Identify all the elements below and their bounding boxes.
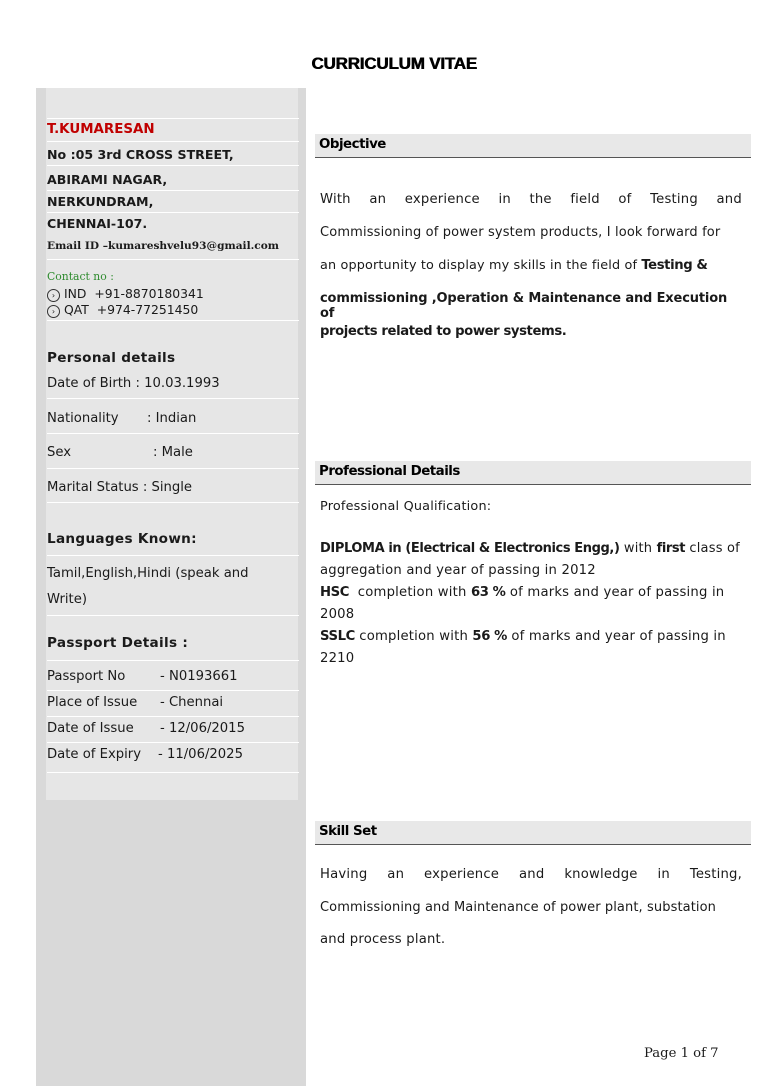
word: and [716, 192, 742, 207]
divider [47, 398, 299, 399]
sex-label: Sex [47, 445, 72, 460]
text-bold: SSLC [320, 629, 355, 644]
sex-value: : Male [153, 445, 193, 460]
text-bold: HSC [320, 585, 350, 600]
objective-line [320, 258, 742, 273]
objective-header [315, 134, 751, 158]
divider [47, 190, 299, 191]
divider [47, 320, 299, 321]
objective-line: projects related to power systems. [320, 324, 567, 339]
passport-label: Place of Issue [47, 695, 138, 710]
qualification-label: Professional Qualification: [320, 499, 492, 514]
text-bold: DIPLOMA in (Electrical & Electronics Engg,) [320, 541, 620, 556]
objective-line: Commissioning of power system products, I look forward for [320, 225, 721, 240]
text-bold: Testing & [641, 258, 708, 273]
page-number: Page 1 of 7 [644, 1046, 719, 1061]
sidebar-panel [36, 88, 306, 1086]
text: of marks and year of passing in [506, 629, 726, 644]
hsc-line: 2008 [320, 607, 355, 622]
passport-value: - 12/06/2015 [160, 721, 245, 736]
personal-details-heading: Personal details [47, 350, 176, 366]
objective-line [320, 192, 742, 207]
text-bold: 56 % [472, 629, 507, 644]
passport-row [47, 695, 299, 710]
divider [47, 660, 299, 661]
passport-label: Passport No [47, 669, 126, 684]
divider [47, 690, 299, 691]
divider [47, 141, 299, 142]
contact-label: Contact no : [47, 270, 114, 283]
word: an [369, 192, 387, 207]
sslc-line: 2210 [320, 651, 355, 666]
hsc-line [320, 585, 742, 600]
passport-row [47, 747, 299, 762]
word: in [657, 867, 670, 882]
skills-line [320, 867, 742, 882]
word: an [387, 867, 405, 882]
word: Testing [650, 192, 698, 207]
text-bold: 63 % [470, 585, 506, 600]
text: of marks and year of passing in [505, 585, 725, 600]
passport-row [47, 669, 299, 684]
phone-number: +91-8870180341 [94, 286, 204, 301]
divider [47, 615, 299, 616]
sslc-line [320, 629, 742, 644]
divider [47, 259, 299, 260]
word: knowledge [564, 867, 638, 882]
phone-row [47, 286, 299, 302]
divider [47, 468, 299, 469]
text-bold: first [656, 541, 686, 556]
text: completion with [349, 585, 471, 600]
word: in [498, 192, 511, 207]
candidate-name: T.KUMARESAN [47, 122, 155, 137]
text: with [619, 541, 657, 556]
languages-heading: Languages Known: [47, 531, 197, 547]
marital-status: Marital Status : Single [47, 480, 193, 495]
email: Email ID –kumareshvelu93@gmail.com [47, 240, 280, 252]
passport-value: - N0193661 [160, 669, 238, 684]
date-of-birth: Date of Birth : 10.03.1993 [47, 376, 220, 391]
word: the [529, 192, 552, 207]
nationality-value: : Indian [147, 411, 197, 426]
passport-label: Date of Expiry [47, 747, 142, 762]
passport-value: - 11/06/2025 [158, 747, 243, 762]
sex-row [47, 445, 299, 460]
word: experience [404, 192, 480, 207]
word: Having [320, 867, 368, 882]
address-line: CHENNAI-107. [47, 216, 148, 231]
circled-arrow-icon: › [47, 305, 60, 318]
skills-header [315, 821, 751, 845]
divider [47, 555, 299, 556]
word: and [519, 867, 545, 882]
skills-line: Commissioning and Maintenance of power plant, substation [320, 900, 717, 915]
skills-heading: Skill Set [319, 824, 377, 839]
text: an opportunity to display my skills in the field of [320, 258, 642, 273]
divider [47, 742, 299, 743]
passport-label: Date of Issue [47, 721, 134, 736]
phone-country: QAT [64, 302, 89, 317]
passport-heading: Passport Details : [47, 635, 189, 651]
circled-arrow-icon: › [47, 289, 60, 302]
word: experience [424, 867, 500, 882]
text: class of [685, 541, 740, 556]
address-line: ABIRAMI NAGAR, [47, 172, 168, 187]
professional-header [315, 461, 751, 485]
address-line: No :05 3rd CROSS STREET, [47, 147, 234, 162]
divider [47, 716, 299, 717]
text: completion with [354, 629, 473, 644]
diploma-line [320, 541, 742, 556]
nationality-row [47, 411, 299, 426]
divider [47, 212, 299, 213]
passport-row [47, 721, 299, 736]
divider [47, 502, 299, 503]
objective-heading: Objective [319, 137, 386, 152]
divider [47, 165, 299, 166]
languages-line: Tamil,English,Hindi (speak and [47, 566, 249, 581]
nationality-label: Nationality [47, 411, 119, 426]
document-title: CURRICULUM VITAE [311, 54, 477, 73]
diploma-line: aggregation and year of passing in 2012 [320, 563, 596, 578]
divider [47, 772, 299, 773]
word: of [618, 192, 632, 207]
professional-heading: Professional Details [319, 464, 460, 479]
divider [47, 433, 299, 434]
skills-line: and process plant. [320, 932, 446, 947]
phone-country: IND [64, 286, 87, 301]
phone-number: +974-77251450 [96, 302, 199, 317]
word: field [570, 192, 600, 207]
divider [47, 118, 299, 119]
passport-value: - Chennai [160, 695, 224, 710]
objective-line: commissioning ,Operation & Maintenance and Execution of [320, 291, 728, 321]
languages-line: Write) [47, 592, 87, 607]
word: With [320, 192, 351, 207]
address-line: NERKUNDRAM, [47, 194, 154, 209]
word: Testing, [689, 867, 742, 882]
phone-row [47, 302, 299, 318]
